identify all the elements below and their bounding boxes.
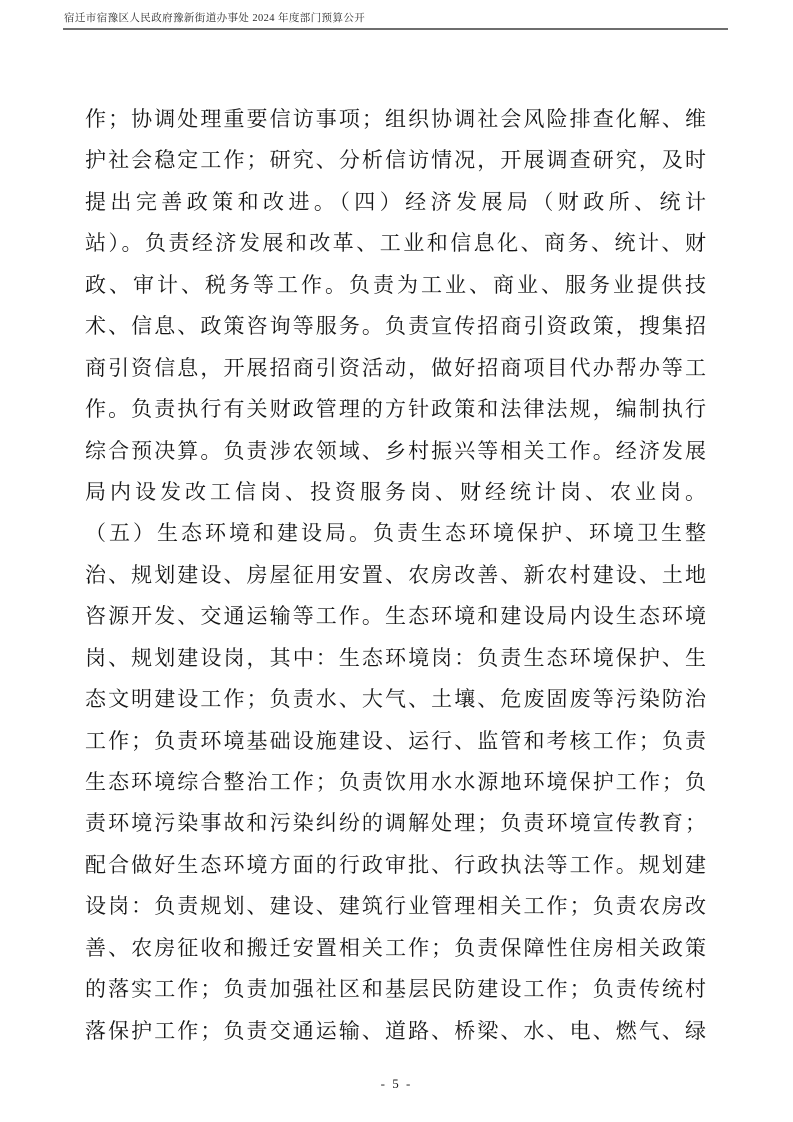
body-line: 护社会稳定工作；研究、分析信访情况，开展调查研究，及时 [85,148,706,173]
body-text-block [85,99,706,1052]
page-number: - 5 - [380,1076,413,1091]
body-line: 政、审计、税务等工作。负责为工业、商业、服务业提供技 [85,272,706,297]
body-line: 站）。负责经济发展和改革、工业和信息化、商务、统计、财 [85,231,706,256]
body-line: 局内设发改工信岗、投资服务岗、财经统计岗、农业岗。 [85,479,706,504]
body-line: 生态环境综合整治工作；负责饮用水水源地环境保护工作；负 [85,770,706,794]
body-line: 综合预决算。负责涉农领域、乡村振兴等相关工作。经济发展 [85,438,706,463]
body-line: 设岗：负责规划、建设、建筑行业管理相关工作；负责农房改 [85,894,706,919]
body-line: 的落实工作；负责加强社区和基层民防建设工作；负责传统村 [85,977,706,1002]
body-line: 作；协调处理重要信访事项；组织协调社会风险排查化解、维 [85,107,706,131]
body-line: 态文明建设工作；负责水、大气、土壤、危废固废等污染防治 [85,687,706,712]
body-line: 作。负责执行有关财政管理的方针政策和法律法规，编制执行 [85,397,706,422]
page-header-title: 宿迁市宿豫区人民政府豫新街道办事处 2024 年度部门预算公开 [64,13,366,24]
body-line: 配合做好生态环境方面的行政审批、行政执法等工作。规划建 [85,852,706,877]
body-line: 商引资信息，开展招商引资活动，做好招商项目代办帮办等工 [85,355,706,380]
body-line: 提出完善政策和改进。（四）经济发展局（财政所、统计 [85,189,706,214]
header-rule-divider [63,28,728,30]
body-line: 责环境污染事故和污染纠纷的调解处理；负责环境宣传教育； [85,811,706,836]
body-line: 工作；负责环境基础设施建设、运行、监管和考核工作；负责 [85,728,706,753]
body-line: 善、农房征收和搬迁安置相关工作；负责保障性住房相关政策 [85,935,706,960]
body-line: 岗、规划建设岗，其中：生态环境岗：负责生态环境保护、生 [85,645,706,670]
body-line: 治、规划建设、房屋征用安置、农房改善、新农村建设、土地 [85,562,706,587]
body-line: 术、信息、政策咨询等服务。负责宣传招商引资政策，搜集招 [85,314,706,339]
body-line: 落保护工作；负责交通运输、道路、桥梁、水、电、燃气、绿 [85,1018,706,1043]
body-line: 咨源开发、交通运输等工作。生态环境和建设局内设生态环境 [85,604,706,629]
body-line: （五）生态环境和建设局。负责生态环境保护、环境卫生整 [85,521,706,546]
